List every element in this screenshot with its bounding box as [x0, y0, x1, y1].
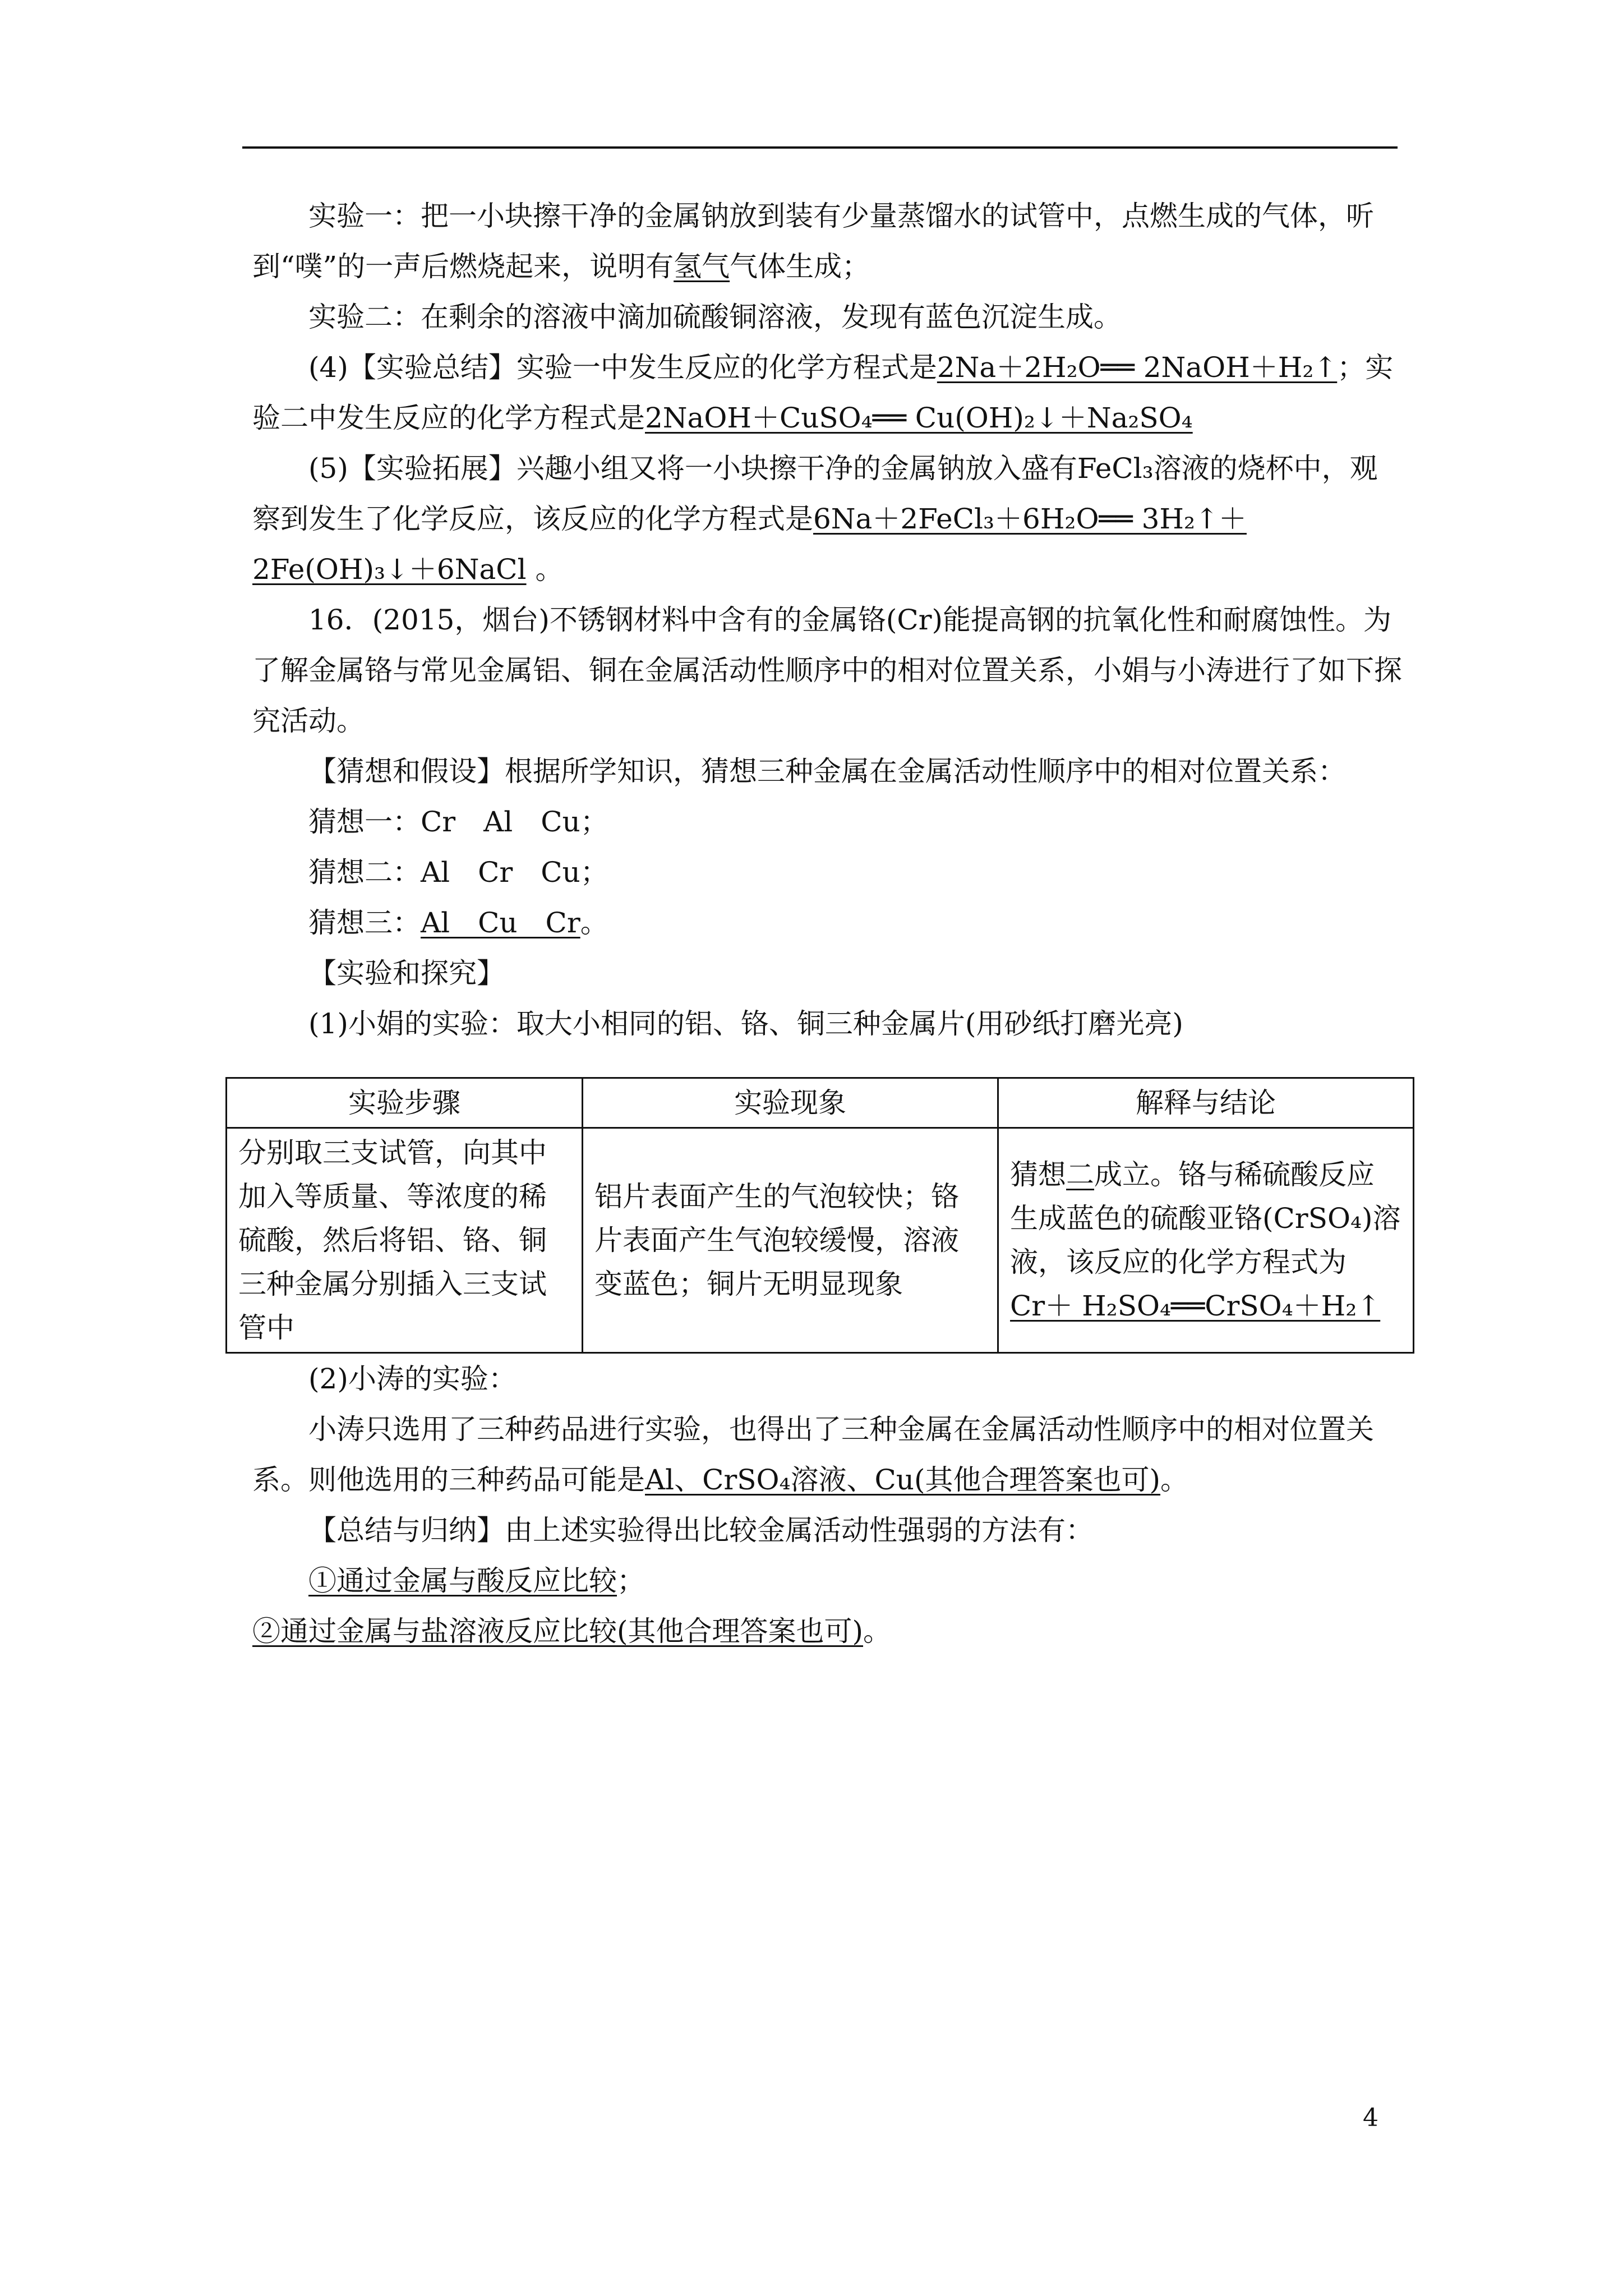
experiment-one: [252, 191, 1402, 292]
xiaotao-text: 小涛只选用了三种药品进行实验，也得出了三种金属在金属活动性顺序中的相对位置关系。则他选用的三种药品可能是: [252, 1413, 1374, 1496]
hypothesis-one: 猜想一：Cr Al Cu；: [308, 806, 608, 838]
answer-hydrogen: 氢气: [674, 250, 730, 283]
table-header-cell: 实验现象: [583, 1078, 998, 1128]
experiment-table: [225, 1077, 1414, 1354]
xiaotao-heading: (2)小涛的实验：: [308, 1363, 517, 1395]
question-4: [252, 342, 1402, 443]
xiaotao-experiment: [252, 1404, 1402, 1505]
experiment-two: 实验二：在剩余的溶液中滴加硫酸铜溶液，发现有蓝色沉淀生成。: [308, 301, 1122, 333]
conclusion-answer: 二: [1066, 1158, 1095, 1191]
table-cell-phenomenon: 铝片表面产生的气泡较快；铬片表面产生气泡较缓慢，溶液变蓝色；铜片无明显现象: [583, 1128, 998, 1353]
table-row: [227, 1128, 1414, 1353]
hypothesis-three-prefix: 猜想三：: [308, 907, 421, 939]
document-body: [238, 191, 1402, 1657]
equation-cr-h2so4: Cr＋ H₂SO₄══CrSO₄＋H₂↑: [1010, 1290, 1381, 1322]
equation-naoh-cuso4: 2NaOH＋CuSO₄══ Cu(OH)₂↓＋Na₂SO₄: [645, 402, 1193, 434]
equation-na-water: 2Na＋2H₂O══ 2NaOH＋H₂↑: [937, 351, 1338, 384]
table-cell-conclusion: [998, 1128, 1414, 1353]
header-rule: [242, 146, 1398, 149]
explore-heading: 【实验和探究】: [308, 957, 505, 990]
xiaotao-answer: Al、CrSO₄溶液、Cu(其他合理答案也可): [645, 1464, 1161, 1496]
table-cell-step: 分别取三支试管，向其中加入等质量、等浓度的稀硫酸，然后将铝、铬、铜三种金属分别插入三支试管中: [227, 1128, 583, 1353]
experiment-one-text: 实验一：把一小块擦干净的金属钠放到装有少量蒸馏水的试管中，点燃生成的气体，听到“噗”的一声后燃烧起来，说明有: [252, 200, 1374, 283]
table-header-cell: 解释与结论: [998, 1078, 1414, 1128]
method-one-end: ；: [617, 1565, 645, 1597]
method-two-end: 。: [863, 1615, 892, 1648]
method-two-answer: ②通过金属与盐溶液反应比较(其他合理答案也可): [252, 1615, 864, 1648]
table-header-cell: 实验步骤: [227, 1078, 583, 1128]
summary-method-one: [252, 1556, 1402, 1606]
question-4-mid: ；实验二中发生反应的化学方程式是: [252, 351, 1394, 434]
question-16: 16．(2015，烟台)不锈钢材料中含有的金属铬(Cr)能提高钢的抗氧化性和耐腐蚀性。为了解金属铬与常见金属铝、铜在金属活动性顺序中的相对位置关系，小娟与小涛进行了如下探究活动。: [252, 604, 1402, 737]
conclusion-text-a: 猜想: [1010, 1158, 1067, 1191]
equation-na-fecl3: 6Na＋2FeCl₃＋6H₂O══ 3H₂↑＋2Fe(OH)₃↓＋6NaCl: [252, 503, 1247, 586]
hypothesis-three-end: 。: [580, 907, 608, 939]
xiaojuan-experiment: (1)小娟的实验：取大小相同的铝、铬、铜三种金属片(用砂纸打磨光亮): [308, 1007, 1183, 1040]
hypothesis-three-answer: Al Cu Cr: [421, 907, 580, 939]
experiment-one-end: 气体生成；: [730, 250, 870, 283]
xiaotao-end: 。: [1160, 1464, 1189, 1496]
page-number: 4: [1363, 2104, 1378, 2132]
hypothesis-two: 猜想二：Al Cr Cu；: [308, 856, 608, 889]
table-header-row: [227, 1078, 1414, 1128]
hypothesis-three: [252, 898, 1402, 948]
summary-heading: 【总结与归纳】由上述实验得出比较金属活动性强弱的方法有：: [308, 1514, 1094, 1547]
hypothesis-heading: 【猜想和假设】根据所学知识，猜想三种金属在金属活动性顺序中的相对位置关系：: [308, 755, 1346, 788]
method-one-answer: ①通过金属与酸反应比较: [308, 1565, 617, 1597]
question-5-prefix: (5)【实验拓展】兴趣小组又将一小块擦干净的金属钠放入盛有FeCl₃溶液的烧杯中，观察到发生了化学反应，该反应的化学方程式是: [252, 452, 1378, 535]
question-5-end: 。: [535, 553, 564, 586]
question-5: [252, 443, 1402, 595]
question-4-prefix: (4)【实验总结】实验一中发生反应的化学方程式是: [308, 351, 937, 384]
summary-method-two: [252, 1606, 1402, 1657]
conclusion-text-b: 成立。铬与稀硫酸反应生成蓝色的硫酸亚铬(CrSO₄)溶液，该反应的化学方程式为: [1010, 1158, 1401, 1278]
